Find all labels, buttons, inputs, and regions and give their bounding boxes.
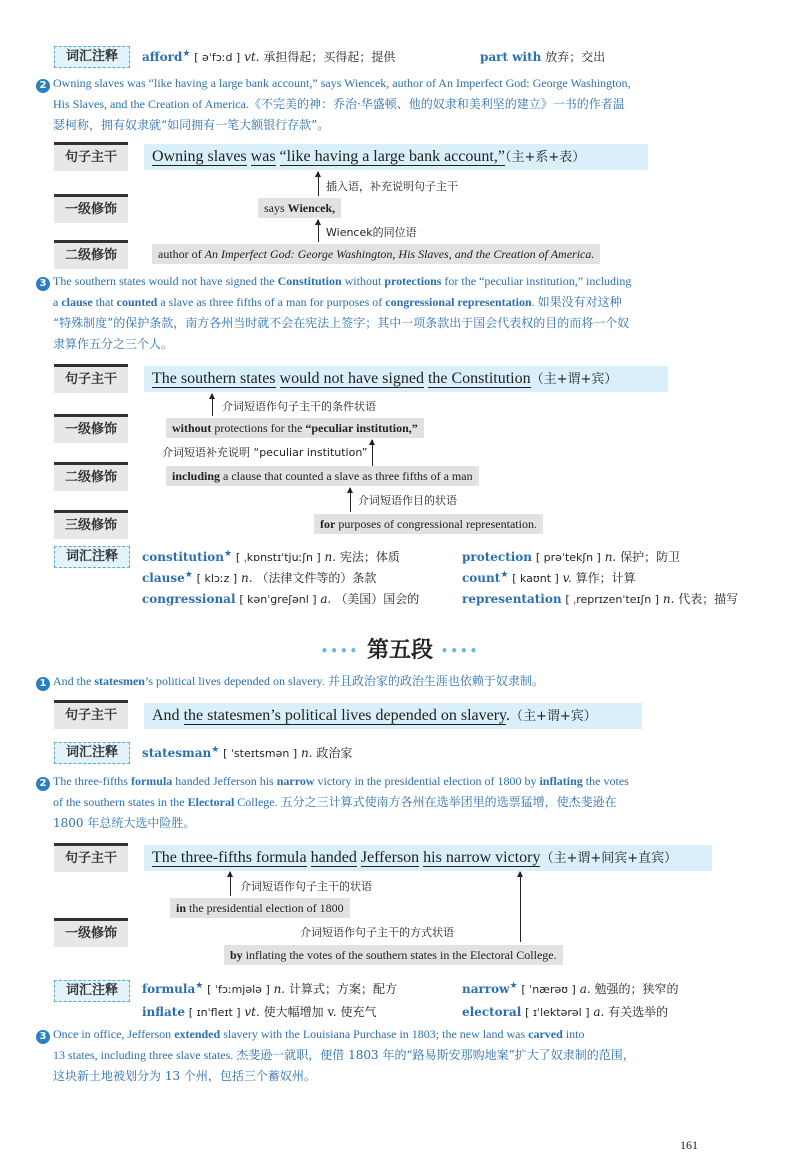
vocab-def: 宪法；体质 xyxy=(339,550,400,564)
main-clause xyxy=(144,366,668,392)
modifier-text: says xyxy=(264,201,288,215)
keyword: statesmen xyxy=(94,674,145,688)
star-icon: ★ xyxy=(184,570,193,580)
arrow-icon xyxy=(520,872,521,942)
p5-sentence-1-text xyxy=(53,671,753,692)
vocab-entry xyxy=(142,590,419,607)
vocab-word: afford xyxy=(142,50,183,64)
vocab-word: constitution xyxy=(142,550,224,564)
text: Once in office, Jefferson xyxy=(53,1027,175,1041)
vocab-phonetic: [ ɪˈlektərəl ] xyxy=(525,1006,590,1019)
star-icon: ★ xyxy=(509,981,518,991)
label-level-3: 三级修饰 xyxy=(54,510,128,539)
vocab-word: electoral xyxy=(462,1005,522,1019)
modifier-keyword: in xyxy=(176,901,187,915)
vocab-pos: n. xyxy=(604,550,617,564)
object: the Constitution xyxy=(427,370,531,387)
vocab-phonetic: [ ˈsteɪtsmən ] xyxy=(223,747,298,760)
modifier-level-2 xyxy=(152,244,600,264)
vocab-entry xyxy=(462,569,636,586)
subject: Owning slaves xyxy=(152,148,247,165)
note: 介词短语作句子主干的条件状语 xyxy=(222,400,376,413)
vocab-pos: n. xyxy=(324,550,337,564)
vocab-word: representation xyxy=(462,592,562,606)
arrow-icon xyxy=(372,440,373,466)
vocab-phonetic: [ ˈnærəʊ ] xyxy=(521,983,576,996)
vocab-pos: vt. xyxy=(244,1005,260,1019)
vocab-def: （美国）国会的 xyxy=(335,592,420,606)
arrow-icon xyxy=(318,220,319,242)
section-heading xyxy=(0,633,800,664)
modifier-text: protections for the xyxy=(211,421,306,435)
text: ’s political lives depended on slavery. xyxy=(144,674,328,688)
vocab-phonetic: [ kaʊnt ] xyxy=(512,572,559,585)
text: the votes xyxy=(582,774,629,788)
modifier-keyword: without xyxy=(172,421,212,435)
modifier-keyword: by xyxy=(230,948,243,962)
vocab-pos: a. xyxy=(593,1005,605,1019)
subject: The southern states xyxy=(152,370,276,387)
keyword: Constitution xyxy=(277,274,342,288)
vocab-pos: v. xyxy=(562,571,572,585)
vocab-def: 计算式；方案；配方 xyxy=(288,982,397,996)
note: 介词短语作句子主干的方式状语 xyxy=(300,926,454,939)
vocab-tag: 词汇注释 xyxy=(54,46,130,68)
page-number: 161 xyxy=(680,1138,698,1152)
arrow-icon xyxy=(318,172,319,196)
translation: 如果没有对这种 xyxy=(537,295,622,309)
arrow-icon xyxy=(230,872,231,896)
vocab-pos: n. xyxy=(273,982,286,996)
section-title: 第五段 xyxy=(366,638,433,663)
text: . xyxy=(506,707,511,724)
vocab-tag: 词汇注释 xyxy=(54,742,130,764)
text: And the xyxy=(53,674,95,688)
text: . xyxy=(531,295,538,309)
verb: depended on xyxy=(371,707,461,724)
translation-line: 《不完美的神：乔治·华盛顿、他的奴隶和美利坚的建立》一书的作者温 xyxy=(248,97,625,111)
vocab-phonetic: [ ˈfɔːmjələ ] xyxy=(207,983,270,996)
structure-tag: （主+谓+宾） xyxy=(530,372,618,387)
arrow-icon xyxy=(212,394,213,416)
object: slavery xyxy=(460,707,507,724)
verb: was xyxy=(250,148,276,165)
vocab-entry xyxy=(142,744,352,761)
conjunction: And xyxy=(152,707,184,724)
text: slavery with the Louisiana Purchase in 1803; the new land was xyxy=(220,1027,529,1041)
subject: the statesmen’s political lives xyxy=(183,707,372,724)
text: a slave as three fifths of a man for purposes of xyxy=(157,295,386,309)
structure-tag: （主+系+表） xyxy=(504,150,586,165)
vocab-tag: 词汇注释 xyxy=(54,546,130,568)
vocab-def: 有关选举的 xyxy=(608,1005,669,1019)
vocab-pos: vt. xyxy=(244,50,260,64)
text: for the “peculiar institution,” including xyxy=(441,274,632,288)
star-icon: ★ xyxy=(224,549,233,559)
vocab-def: 使大幅增加 v. 使充气 xyxy=(263,1005,377,1019)
vocab-def: 保护；防卫 xyxy=(620,550,681,564)
vocab-pos: n. xyxy=(241,571,253,585)
sentence-line: His Slaves, and the Creation of America. xyxy=(53,97,249,111)
modifier-level-1a xyxy=(170,898,350,918)
modifier-keyword: including xyxy=(172,469,221,483)
star-icon: ★ xyxy=(211,745,220,755)
label-level-2: 二级修饰 xyxy=(54,462,128,491)
verb: handed xyxy=(310,849,357,866)
vocab-phonetic: [ kənˈɡreʃənl ] xyxy=(239,593,317,606)
star-icon: ★ xyxy=(195,981,204,991)
modifier-level-1 xyxy=(166,418,424,438)
vocab-entry xyxy=(142,548,400,565)
modifier-keyword: “peculiar institution,” xyxy=(305,421,418,435)
keyword: Electoral xyxy=(187,795,235,809)
vocab-pos: n. xyxy=(300,746,313,760)
keyword: extended xyxy=(174,1027,221,1041)
modifier-text: author of xyxy=(158,247,205,261)
translation-line: “特殊制度”的保护条款，南方各州当时就不会在宪法上签字；其中一项条款出于国会代表权的目的而将一个奴 xyxy=(53,316,630,330)
subject: The three-fifths formula xyxy=(152,849,307,866)
vocab-def: 勉强的；狭窄的 xyxy=(594,982,679,996)
vocab-entry xyxy=(142,1003,376,1020)
sentence-number: 1 xyxy=(36,677,50,691)
sentence-number: 2 xyxy=(36,777,50,791)
vocab-entry xyxy=(462,980,679,997)
star-icon: ★ xyxy=(500,570,509,580)
direct-object: his narrow victory xyxy=(423,849,541,866)
vocab-phonetic: [ əˈfɔːd ] xyxy=(194,51,241,64)
structure-tag: （主+谓+间宾+直宾） xyxy=(540,851,678,866)
translation: 杰斐逊一就职，便借 1803 年的“路易斯安那购地案”扩大了奴隶制的范围， xyxy=(236,1048,635,1062)
text: victory in the presidential election of 1800 by xyxy=(314,774,540,788)
modifier-keyword: Wiencek, xyxy=(287,201,336,215)
keyword: carved xyxy=(528,1027,563,1041)
label-main-clause: 句子主干 xyxy=(54,843,128,872)
vocab-def: 算作；计算 xyxy=(575,571,636,585)
note: 插入语，补充说明句子主干 xyxy=(326,180,458,193)
vocab-entry xyxy=(462,548,680,565)
vocab-def: 承担得起；买得起；提供 xyxy=(263,50,396,64)
keyword: congressional representation xyxy=(385,295,532,309)
predicative: “like having a large bank account,” xyxy=(279,148,505,165)
indirect-object: Jefferson xyxy=(360,849,420,866)
label-level-1: 一级修饰 xyxy=(54,194,128,223)
book-title: An Imperfect God: George Washington, His Slaves, and the Creation of America. xyxy=(204,247,595,261)
translation-line: 1800 年总统大选中险胜。 xyxy=(53,816,196,830)
vocab-entry-part-with xyxy=(480,48,605,65)
vocab-word: count xyxy=(462,571,501,585)
vocab-entry xyxy=(142,980,397,997)
label-level-2: 二级修饰 xyxy=(54,240,128,269)
modifier-level-3 xyxy=(314,514,543,534)
vocab-entry xyxy=(462,590,738,607)
vocab-word: narrow xyxy=(462,982,510,996)
note: 介词短语作句子主干的状语 xyxy=(240,880,372,893)
vocab-entry-afford xyxy=(142,48,395,65)
modifier-level-2 xyxy=(166,466,479,486)
text: of the southern states in the xyxy=(53,795,188,809)
translation-line: 隶算作五分之三个人。 xyxy=(53,337,174,351)
main-clause xyxy=(144,703,642,729)
label-main-clause: 句子主干 xyxy=(54,142,128,171)
sentence-number: 3 xyxy=(36,277,50,291)
keyword: counted xyxy=(116,295,158,309)
vocab-tag: 词汇注释 xyxy=(54,980,130,1002)
keyword: protections xyxy=(384,274,442,288)
vocab-def: （法律文件等的）条款 xyxy=(256,571,377,585)
structure-tag: （主+谓+宾） xyxy=(510,709,597,724)
label-level-1: 一级修饰 xyxy=(54,918,128,947)
sentence-line: Owning slaves was “like having a large bank account,” says Wiencek, author of An Imperfect God: George Washington, xyxy=(53,76,631,90)
star-icon: ★ xyxy=(182,49,191,59)
translation-line: 瑟柯称，拥有奴隶就“如同拥有一笔大额银行存款”。 xyxy=(53,118,330,132)
text: handed Jefferson his xyxy=(172,774,277,788)
note: 介词短语补充说明 “peculiar institution” xyxy=(162,446,368,459)
arrow-icon xyxy=(350,488,351,512)
main-clause xyxy=(144,845,712,871)
modifier-level-1 xyxy=(258,198,341,218)
vocab-def: 政治家 xyxy=(316,746,353,760)
text: that xyxy=(92,295,117,309)
sentence-3-text xyxy=(53,271,753,355)
keyword: formula xyxy=(130,774,173,788)
translation: 五分之三计算式使南方各州在选举团里的选票猛增，使杰斐逊在 xyxy=(280,795,617,809)
vocab-word: part with xyxy=(480,50,542,64)
p5-sentence-2-text xyxy=(53,771,753,834)
sentence-number: 3 xyxy=(36,1030,50,1044)
dots-decoration: •••• xyxy=(320,644,360,658)
text: College. xyxy=(234,795,281,809)
note: Wiencek的同位语 xyxy=(326,226,417,239)
vocab-word: inflate xyxy=(142,1005,185,1019)
translation: 并且政治家的政治生涯也依赖于奴隶制。 xyxy=(327,674,544,688)
modifier-level-1b xyxy=(224,945,563,965)
text: without xyxy=(341,274,385,288)
modifier-text: the presidential election of 1800 xyxy=(186,901,344,915)
modifier-keyword: for xyxy=(320,517,336,531)
dots-decoration: •••• xyxy=(440,644,480,658)
verb: would not have signed xyxy=(279,370,424,387)
vocab-phonetic: [ klɔːz ] xyxy=(196,572,238,585)
sentence-2-text xyxy=(53,73,753,136)
vocab-entry xyxy=(462,1003,668,1020)
note: 介词短语作目的状语 xyxy=(358,494,457,507)
translation-line: 这块新土地被划分为 13 个州，包括三个蓄奴州。 xyxy=(53,1069,316,1083)
vocab-word: protection xyxy=(462,550,533,564)
vocab-pos: a. xyxy=(320,592,332,606)
text: a xyxy=(53,295,62,309)
text: 13 states, including three slave states. xyxy=(53,1048,237,1062)
keyword: inflating xyxy=(539,774,583,788)
label-main-clause: 句子主干 xyxy=(54,364,128,393)
vocab-phonetic: [ ˌkɒnstɪˈtjuːʃn ] xyxy=(235,551,321,564)
vocab-phonetic: [ ɪnˈfleɪt ] xyxy=(188,1006,241,1019)
vocab-word: congressional xyxy=(142,592,236,606)
vocab-pos: n. xyxy=(662,592,675,606)
text: The southern states would not have signed the xyxy=(53,274,278,288)
vocab-pos: a. xyxy=(579,982,591,996)
vocab-phonetic: [ prəˈtekʃn ] xyxy=(535,551,601,564)
main-clause xyxy=(144,144,648,170)
modifier-text: a clause that counted a slave as three fifths of a man xyxy=(220,469,473,483)
vocab-phonetic: [ ˌreprɪzenˈteɪʃn ] xyxy=(565,593,660,606)
vocab-def: 代表；描写 xyxy=(678,592,739,606)
text: The three-fifths xyxy=(53,774,131,788)
sentence-number: 2 xyxy=(36,79,50,93)
modifier-text: inflating the votes of the southern states in the Electoral College. xyxy=(242,948,557,962)
vocab-word: formula xyxy=(142,982,196,996)
keyword: clause xyxy=(61,295,93,309)
label-level-1: 一级修饰 xyxy=(54,414,128,443)
vocab-def: 放弃；交出 xyxy=(545,50,606,64)
keyword: narrow xyxy=(276,774,315,788)
vocab-entry xyxy=(142,569,376,586)
text: into xyxy=(562,1027,585,1041)
label-main-clause: 句子主干 xyxy=(54,700,128,729)
vocab-word: statesman xyxy=(142,746,212,760)
p5-sentence-3-text xyxy=(53,1024,753,1087)
vocab-word: clause xyxy=(142,571,185,585)
modifier-text: purposes of congressional representation. xyxy=(335,517,537,531)
